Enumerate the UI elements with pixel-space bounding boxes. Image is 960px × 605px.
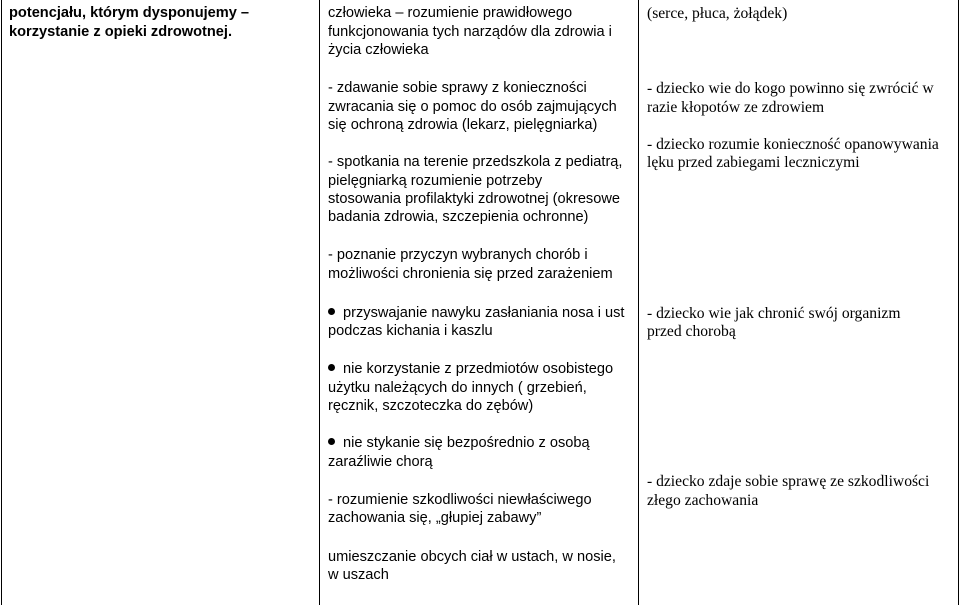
col2-text: możliwości chronienia się przed zarażeniem — [328, 266, 613, 282]
bullet-icon — [328, 438, 335, 445]
col3-text: przed chorobą — [647, 323, 736, 340]
column-divider-1 — [319, 0, 320, 605]
table-border-right — [958, 0, 959, 605]
col3-text: - dziecko wie jak chronić swój organizm — [647, 305, 901, 322]
col2-text: życia człowieka — [328, 42, 429, 58]
col2-text: w uszach — [328, 567, 389, 583]
col2-text: się ochroną zdrowia (lekarz, pielęgniarka) — [328, 117, 598, 133]
col2-text: człowieka – rozumienie prawidłowego — [328, 5, 573, 21]
col2-text: badania zdrowia, szczepienia ochronne) — [328, 209, 589, 225]
bullet-icon — [328, 308, 335, 315]
col3-text: złego zachowania — [647, 492, 759, 509]
col2-text: umieszczanie obcych ciał w ustach, w nosie, — [328, 549, 616, 565]
col2-bullet-item — [328, 360, 613, 380]
col1-line-2: korzystanie z opieki zdrowotnej. — [9, 24, 233, 40]
bullet-text: przyswajanie nawyku zasłaniania nosa i ust — [343, 305, 625, 321]
col2-text: zwracania się o pomoc do osób zajmujących — [328, 99, 617, 115]
col3-text: (serce, płuca, żołądek) — [647, 5, 788, 22]
bullet-text: nie stykanie się bezpośrednio z osobą — [343, 435, 590, 451]
col1-line-1: potencjału, którym dysponujemy – — [9, 5, 250, 21]
col2-text: zachowania się, „głupiej zabawy” — [328, 510, 542, 526]
col2-bullet-item — [328, 434, 590, 454]
col3-text: - dziecko wie do kogo powinno się zwrócić w — [647, 80, 934, 97]
col3-text: - dziecko rozumie konieczność opanowywania — [647, 136, 939, 153]
col2-text: stosowania profilaktyki zdrowotnej (okresowe — [328, 191, 621, 207]
col3-text: razie kłopotów ze zdrowiem — [647, 99, 825, 116]
col2-text: - poznanie przyczyn wybranych chorób i — [328, 247, 588, 263]
bullet-icon — [328, 364, 335, 371]
col2-text: użytku należących do innych ( grzebień, — [328, 380, 587, 396]
col2-bullet-item — [328, 304, 625, 324]
col2-text: - spotkania na terenie przedszkola z pediatrą, — [328, 154, 623, 170]
col2-text: pielęgniarką rozumienie potrzeby — [328, 173, 543, 189]
column-divider-2 — [638, 0, 639, 605]
col3-text: - dziecko zdaje sobie sprawę ze szkodliwości — [647, 473, 930, 490]
bullet-text: nie korzystanie z przedmiotów osobistego — [343, 361, 614, 377]
col2-text: zaraźliwie chorą — [328, 454, 433, 470]
table-border-left — [1, 0, 2, 605]
col3-text: lęku przed zabiegami leczniczymi — [647, 154, 860, 171]
col2-text: - rozumienie szkodliwości niewłaściwego — [328, 492, 592, 508]
col2-text: funkcjonowania tych narządów dla zdrowia i — [328, 24, 612, 40]
col2-text: - zdawanie sobie sprawy z konieczności — [328, 80, 587, 96]
col2-text: podczas kichania i kaszlu — [328, 323, 493, 339]
col2-text: ręcznik, szczoteczka do zębów) — [328, 398, 534, 414]
